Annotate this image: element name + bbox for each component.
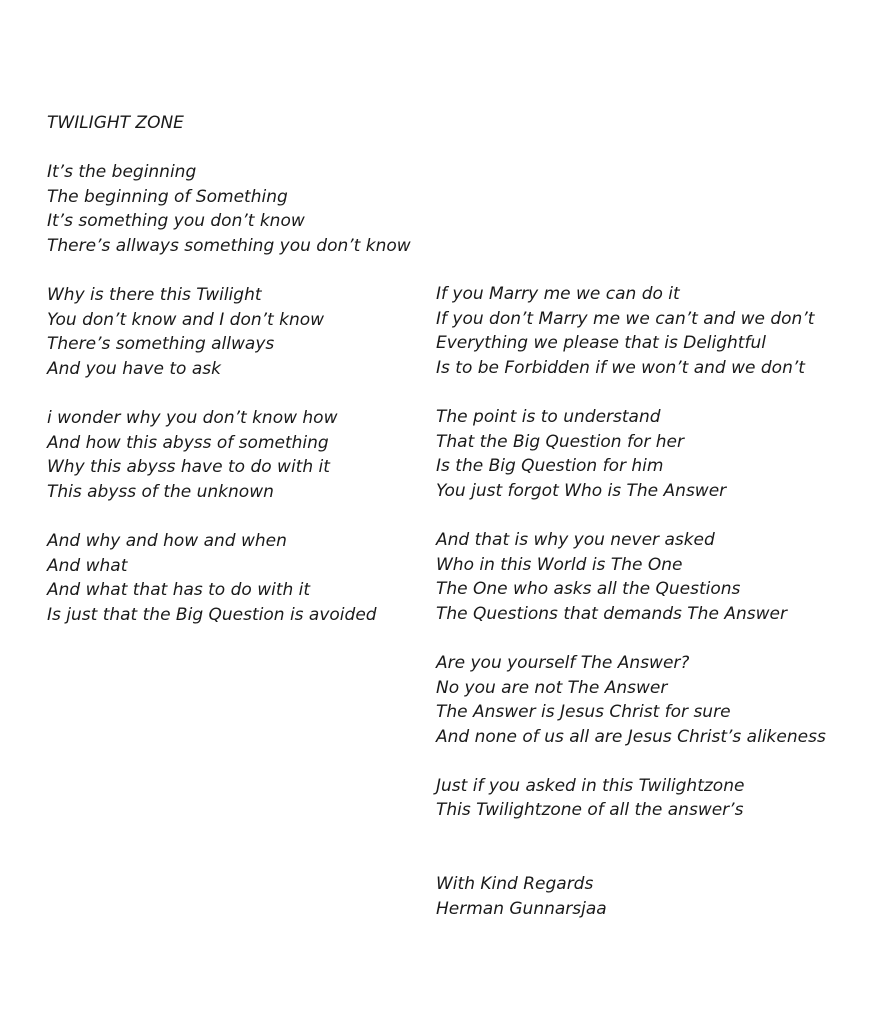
poem-line: And none of us all are Jesus Christ’s alikeness <box>436 726 826 747</box>
poem-line: It’s the beginning <box>47 162 197 182</box>
stanza-left-3 <box>47 406 477 504</box>
poem-line: The point is to understand <box>436 406 661 427</box>
stanza-right-3 <box>436 528 866 626</box>
poem-line: Is to be Forbidden if we won’t and we don’t <box>436 357 805 378</box>
poem-line: No you are not The Answer <box>436 677 668 698</box>
poem-line: And why and how and when <box>47 530 287 551</box>
poem-line: The Answer is Jesus Christ for sure <box>436 702 731 723</box>
author-name: Herman Gunnarsjaa <box>436 898 607 919</box>
stanza-left-1 <box>47 160 477 258</box>
poem-line: Why is there this Twilight <box>47 284 262 305</box>
signature-block <box>436 872 866 921</box>
stanza-right-5 <box>436 774 866 823</box>
stanza-left-4 <box>47 529 477 627</box>
poem-line: If you Marry me we can do it <box>436 284 680 304</box>
poem-line: Are you yourself The Answer? <box>436 652 690 673</box>
stanza-right-1 <box>436 282 866 380</box>
poem-line: That the Big Question for her <box>436 431 684 452</box>
poem-line: Is the Big Question for him <box>436 456 664 477</box>
poem-line: And that is why you never asked <box>436 529 715 550</box>
poem-line: Who in this World is The One <box>436 554 683 575</box>
stanza-left-2 <box>47 283 477 381</box>
poem-line: And you have to ask <box>47 358 221 379</box>
poem-line: The One who asks all the Questions <box>436 579 741 600</box>
poem-line: And how this abyss of something <box>47 432 329 453</box>
poem-line: It’s something you don’t know <box>47 211 305 232</box>
poem-line: The beginning of Something <box>47 186 288 207</box>
poem-line: You just forgot Who is The Answer <box>436 480 727 501</box>
poem-line: If you don’t Marry me we can’t and we don’t <box>436 308 815 329</box>
poem-line: i wonder why you don’t know how <box>47 407 338 428</box>
poem-line: Everything we please that is Delightful <box>436 333 766 354</box>
poem-line: Why this abyss have to do with it <box>47 457 330 478</box>
poem-line: There’s allways something you don’t know <box>47 235 411 256</box>
poem-line: The Questions that demands The Answer <box>436 603 787 624</box>
poem-line: You don’t know and I don’t know <box>47 309 325 330</box>
poem-line: And what <box>47 555 128 576</box>
poem-line: There’s something allways <box>47 334 275 355</box>
poem-title: TWILIGHT ZONE <box>47 113 184 133</box>
left-column <box>47 160 477 627</box>
stanza-right-4 <box>436 651 866 749</box>
stanza-right-2 <box>436 405 866 503</box>
poem-line: Is just that the Big Question is avoided <box>47 604 377 625</box>
poem-line: And what that has to do with it <box>47 580 311 601</box>
closing-line: With Kind Regards <box>436 874 594 895</box>
poem-line: This abyss of the unknown <box>47 481 274 502</box>
poem-line: This Twilightzone of all the answer’s <box>436 800 744 821</box>
poem-line: Just if you asked in this Twilightzone <box>436 775 745 796</box>
right-column <box>436 282 866 921</box>
